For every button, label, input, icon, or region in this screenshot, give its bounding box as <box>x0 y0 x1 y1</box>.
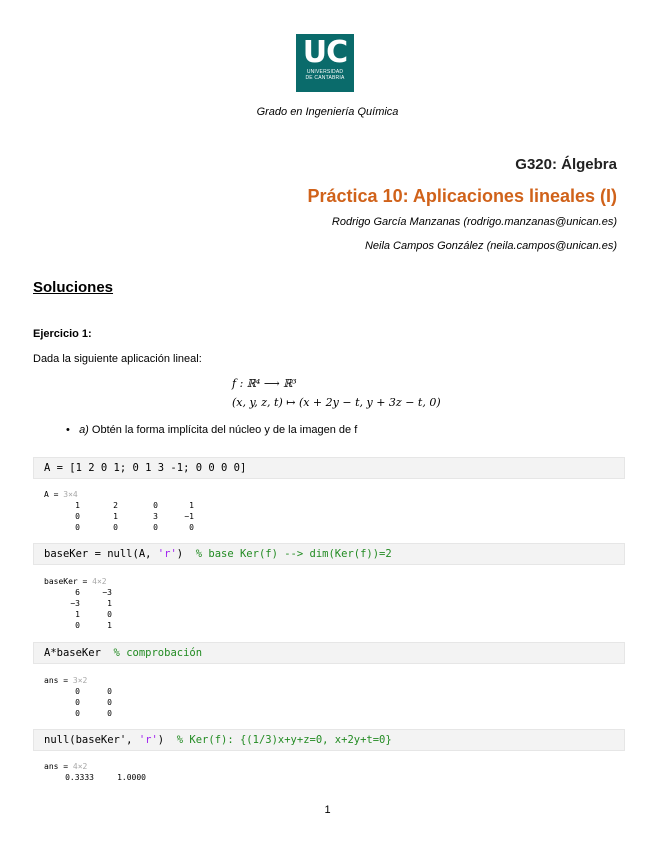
code-cell-3[interactable] <box>33 642 625 664</box>
matrix-cell: 0 <box>107 687 112 696</box>
matrix-cell: 1 <box>189 501 194 510</box>
matrix-cell: 0.3333 <box>65 773 94 782</box>
code-string: 'r' <box>157 548 177 560</box>
author-2: Neila Campos González (neila.campos@unican.es) <box>364 240 617 252</box>
matrix-cell: 0 <box>107 709 112 718</box>
matrix-cell: 0 <box>107 610 112 619</box>
code-text: baseKer = null(A, <box>44 548 158 560</box>
output-dims: 3×2 <box>72 676 88 685</box>
matrix-cell: −3 <box>70 599 80 608</box>
university-logo <box>296 34 354 92</box>
matrix-cell: 6 <box>75 588 80 597</box>
code-text-after: ) <box>176 548 196 560</box>
code-cell-1[interactable] <box>33 457 625 479</box>
bullet-label: a) <box>79 424 89 436</box>
bullet-text: Obtén la forma implícita del núcleo y de la imagen de f <box>91 424 358 436</box>
code-text: A*baseKer <box>44 647 114 659</box>
output-dims: 3×4 <box>63 490 78 499</box>
matrix-cell: −3 <box>102 588 112 597</box>
code-comment: % Ker(f): {(1/3)x+y+z=0, x+2y+t=0} <box>176 734 392 746</box>
matrix-cell: 0 <box>75 621 80 630</box>
code-text: A = [1 2 0 1; 0 1 3 -1; 0 0 0 0] <box>44 462 247 474</box>
exercise-heading: Ejercicio 1: <box>33 328 92 340</box>
document-title: Práctica 10: Aplicaciones lineales (I) <box>307 186 617 206</box>
matrix-cell: 0 <box>75 512 80 521</box>
matrix-cell: 0 <box>189 523 194 532</box>
code-string: 'r' <box>138 734 158 746</box>
logo-mark: UC <box>302 35 348 70</box>
matrix-cell: 1 <box>107 621 112 630</box>
bullet-marker: • <box>66 424 70 436</box>
matrix-cell: 1 <box>75 501 80 510</box>
output-var: A = <box>44 490 64 499</box>
code-comment: % base Ker(f) --> dim(Ker(f))=2 <box>195 548 392 560</box>
output-4 <box>44 761 146 783</box>
output-var: ans = <box>44 762 73 771</box>
matrix-cell: 2 <box>113 501 118 510</box>
output-var: baseKer = <box>44 577 93 586</box>
section-heading: Soluciones <box>33 279 114 296</box>
author-1: Rodrigo García Manzanas (rodrigo.manzanas@unican.es) <box>331 216 617 228</box>
intro-text: Dada la siguiente aplicación lineal: <box>33 353 202 365</box>
output-matrix <box>58 772 146 783</box>
code-comment: % comprobación <box>113 647 203 659</box>
matrix-cell: 1 <box>75 610 80 619</box>
output-3 <box>44 675 112 719</box>
math-line-2: (x, y, z, t) ↦ (x + 2y − t, y + 3z − t, 0) <box>232 396 441 409</box>
code-text: null(baseKer', <box>44 734 139 746</box>
output-var: ans = <box>44 676 73 685</box>
output-matrix <box>58 500 194 533</box>
matrix-cell: 0 <box>75 698 80 707</box>
matrix-cell: 0 <box>153 523 158 532</box>
matrix-cell: 3 <box>153 512 158 521</box>
code-cell-4[interactable] <box>33 729 625 751</box>
output-matrix <box>58 686 112 719</box>
matrix-cell: 0 <box>113 523 118 532</box>
output-dims: 4×2 <box>72 762 88 771</box>
matrix-cell: 0 <box>107 698 112 707</box>
output-1 <box>44 489 194 533</box>
output-2 <box>44 576 112 631</box>
matrix-cell: 0 <box>75 687 80 696</box>
code-cell-2[interactable] <box>33 543 625 565</box>
output-dims: 4×2 <box>92 577 107 586</box>
page-number: 1 <box>324 804 331 816</box>
math-line-1: f : ℝ⁴ ⟶ ℝ³ <box>232 377 297 390</box>
matrix-cell: 0 <box>75 709 80 718</box>
code-text-after: ) <box>157 734 177 746</box>
course-code: G320: Álgebra <box>515 156 617 173</box>
logo-line2: DE CANTABRIA <box>305 75 345 81</box>
matrix-cell: 0 <box>75 523 80 532</box>
matrix-cell: 0 <box>153 501 158 510</box>
bullet-item <box>66 424 357 436</box>
matrix-cell: 1 <box>107 599 112 608</box>
logo-line1: UNIVERSIDAD <box>306 69 344 75</box>
matrix-cell: −1 <box>184 512 194 521</box>
degree-name: Grado en Ingeniería Química <box>256 106 399 118</box>
matrix-cell: 1 <box>113 512 118 521</box>
matrix-cell: 1.0000 <box>117 773 146 782</box>
output-matrix <box>58 587 112 631</box>
